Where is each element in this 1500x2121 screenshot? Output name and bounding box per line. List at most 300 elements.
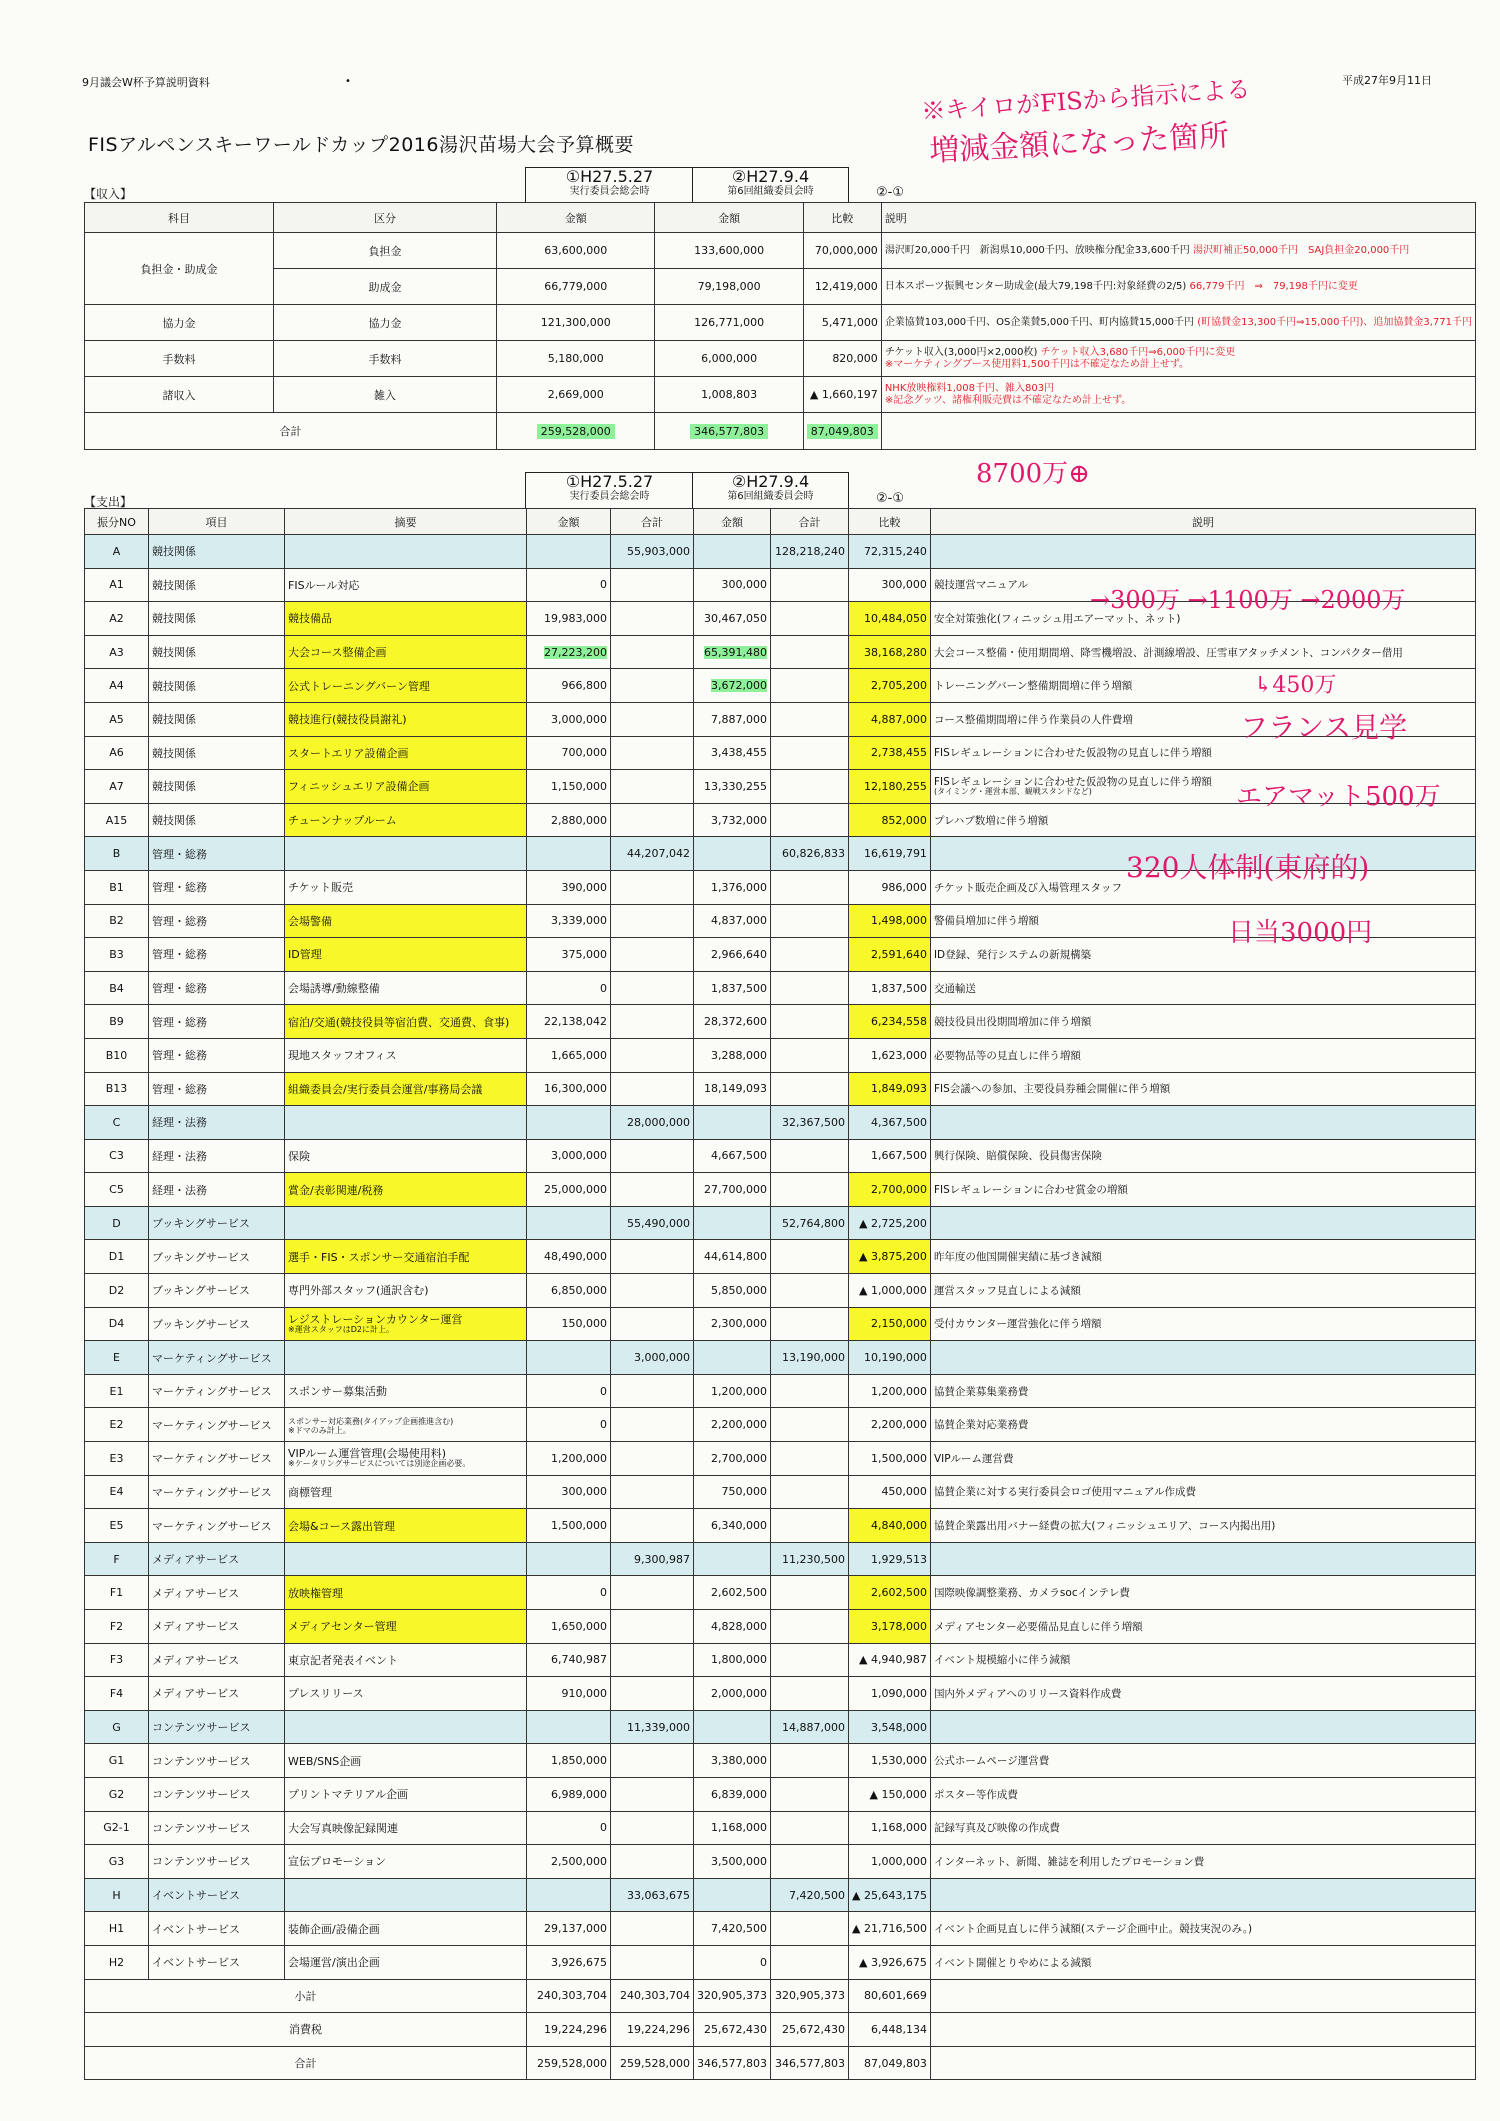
income-description: [881, 269, 1475, 305]
expense-explanation: [930, 1777, 1475, 1811]
expense-footer-s2: 320,905,373: [771, 1979, 849, 2013]
expense-no: A15: [85, 803, 149, 837]
expense-amount-2-value: 3,500,000: [711, 1854, 767, 1868]
expense-section-empty: [527, 535, 611, 569]
income-description-red: NHK放映権料1,008千円、雑入803円: [884, 383, 1055, 394]
expense-total-1-empty: [611, 1610, 694, 1644]
expense-summary: [285, 938, 527, 972]
income-total-value: 346,577,803: [690, 424, 768, 439]
expense-difference: ▲ 150,000: [849, 1777, 931, 1811]
expense-difference: 10,484,050: [849, 602, 931, 636]
expense-total-1-empty: [611, 1509, 694, 1543]
expense-amount-1-value: 48,490,000: [544, 1250, 607, 1264]
expense-row: [85, 1475, 1476, 1509]
expense-total-2-empty: [771, 1072, 849, 1106]
expense-total-2-empty: [771, 1442, 849, 1476]
income-amount-2: 6,000,000: [655, 341, 803, 377]
expense-summary-text: 競技進行(競技役員謝礼): [288, 713, 407, 727]
expense-difference: 4,887,000: [849, 702, 931, 736]
expense-summary: [285, 702, 527, 736]
expense-amount-2: [694, 736, 771, 770]
expense-section-empty: [930, 1206, 1475, 1240]
expense-total-1-empty: [611, 1442, 694, 1476]
expense-row: [85, 1744, 1476, 1778]
expense-explanation: [930, 1442, 1475, 1476]
expense-footer-a1: 240,303,704: [527, 1979, 611, 2013]
expense-summary: [285, 568, 527, 602]
income-description-red-2: ※記念グッツ、諸権利販売費は不確定なため計上せず。: [884, 394, 1132, 406]
expense-summary: [285, 1509, 527, 1543]
income-caption-1: [525, 167, 694, 203]
expense-total-1-empty: [611, 635, 694, 669]
expense-summary-text: スポンサー募集活動: [288, 1385, 387, 1399]
expense-total-2-empty: [771, 938, 849, 972]
expense-footer-s1: 259,528,000: [611, 2046, 694, 2080]
expense-section-empty: [527, 1878, 611, 1912]
expense-footer-s2: 25,672,430: [771, 2013, 849, 2047]
income-total-label: 合計: [85, 413, 497, 450]
expense-summary-text: スポンサー対応業務(タイアップ企画推進含む): [288, 1416, 454, 1426]
expense-amount-2: [694, 1374, 771, 1408]
expense-section-empty: [527, 1106, 611, 1140]
expense-total-1-empty: [611, 1777, 694, 1811]
expense-amount-2: [694, 803, 771, 837]
expense-no: A7: [85, 770, 149, 804]
expense-summary: [285, 1442, 527, 1476]
expense-amount-1: [527, 1610, 611, 1644]
expense-row: [85, 1408, 1476, 1442]
expense-amount-1: [527, 1677, 611, 1711]
expense-item: コンテンツサービス: [149, 1777, 285, 1811]
income-label: 【収入】: [84, 187, 133, 201]
expense-explanation-text: FISレギュレーションに合わせた仮設物の見直しに伴う増額: [933, 775, 1212, 788]
expense-summary: [285, 1777, 527, 1811]
expense-amount-1: [527, 1005, 611, 1039]
expense-difference: 1,090,000: [849, 1677, 931, 1711]
expense-summary-note: ※運営スタッフはD2に計上。: [288, 1325, 394, 1334]
expense-amount-2-value: 1,168,000: [711, 1821, 767, 1835]
expense-explanation-text: ポスター等作成費: [933, 1788, 1018, 1801]
expense-amount-1: [527, 1442, 611, 1476]
expense-section-empty: [694, 1341, 771, 1375]
expense-difference: 4,840,000: [849, 1509, 931, 1543]
expense-summary: [285, 1072, 527, 1106]
income-description: [881, 233, 1475, 269]
expense-section-total-1: 44,207,042: [611, 837, 694, 871]
expense-difference: ▲ 1,000,000: [849, 1274, 931, 1308]
expense-total-1-empty: [611, 1274, 694, 1308]
expense-total-2-empty: [771, 736, 849, 770]
expense-summary: [285, 1038, 527, 1072]
expense-item: マーケティングサービス: [149, 1475, 285, 1509]
income-amount-2: 133,600,000: [655, 233, 803, 269]
a5-annotation: フランス見学: [1240, 711, 1408, 744]
expense-explanation-text: FIS会議への参加、主要役員券種会開催に伴う増額: [933, 1083, 1171, 1096]
expense-amount-1: [527, 1777, 611, 1811]
expense-amount-1: [527, 1845, 611, 1879]
income-subcategory: 協力金: [274, 305, 497, 341]
expense-summary: [285, 1912, 527, 1946]
expense-explanation: [930, 1475, 1475, 1509]
expense-section-empty: [930, 1106, 1475, 1140]
expense-section-total-2: 7,420,500: [771, 1878, 849, 1912]
expense-total-1-empty: [611, 1173, 694, 1207]
expense-no: G2: [85, 1777, 149, 1811]
expense-difference: 2,150,000: [849, 1307, 931, 1341]
expense-row: [85, 1374, 1476, 1408]
expense-explanation: [930, 1912, 1475, 1946]
expense-total-1-empty: [611, 669, 694, 703]
expense-no: A: [85, 535, 149, 569]
expense-explanation: [930, 1576, 1475, 1610]
expense-amount-1-value: 1,650,000: [551, 1619, 607, 1633]
expense-amount-2-value: 5,850,000: [711, 1283, 767, 1297]
expense-item: 経理・法務: [149, 1173, 285, 1207]
expense-header-cell: 金額: [527, 509, 611, 535]
expense-summary: [285, 971, 527, 1005]
expense-section-total-2: 14,887,000: [771, 1710, 849, 1744]
expense-summary-text: 会場警備: [288, 914, 332, 928]
expense-section-difference: 10,190,000: [849, 1341, 931, 1375]
expense-difference: 1,168,000: [849, 1811, 931, 1845]
expense-header-cell: 項目: [149, 509, 285, 535]
expense-amount-2-value: 6,340,000: [711, 1519, 767, 1533]
expense-no: G2-1: [85, 1811, 149, 1845]
expense-section-empty: [285, 1710, 527, 1744]
total-note: 8700万⊕: [976, 459, 1090, 489]
expense-summary-text: レジストレーションカウンター運営: [288, 1312, 463, 1326]
expense-amount-1: [527, 938, 611, 972]
expense-amount-2-value: 18,149,093: [704, 1082, 767, 1096]
expense-footer-diff: 87,049,803: [849, 2046, 931, 2080]
expense-item: 競技関係: [149, 770, 285, 804]
expense-explanation-text: 協賛企業露出用バナー経費の拡大(フィニッシュエリア、コース内掲出用): [933, 1520, 1276, 1533]
expense-difference: 300,000: [849, 568, 931, 602]
expense-explanation-text: 興行保険、賠償保険、役員傷害保険: [933, 1150, 1102, 1163]
expense-explanation-text: メディアセンター必要備品見直しに伴う増額: [933, 1620, 1143, 1633]
expense-section-empty: [285, 535, 527, 569]
expense-no: F: [85, 1542, 149, 1576]
expense-amount-2-value: 0: [760, 1955, 767, 1969]
expense-explanation: [930, 1005, 1475, 1039]
income-amount-1: 2,669,000: [497, 377, 655, 413]
expense-summary-text: プリントマテリアル企画: [288, 1788, 409, 1802]
expense-compare-label: ②-①: [876, 491, 904, 506]
expense-amount-1: [527, 971, 611, 1005]
income-description-red-2: ※マーケティングブース使用料1,500千円は不確定なため計上せず。: [884, 358, 1190, 370]
expense-amount-1-value: 2,500,000: [551, 1854, 607, 1868]
expense-amount-1-value: 0: [600, 1586, 607, 1600]
expense-amount-2-value: 750,000: [721, 1485, 767, 1499]
expense-amount-1-value: 1,850,000: [551, 1754, 607, 1768]
expense-difference: 1,498,000: [849, 904, 931, 938]
expense-amount-2: [694, 1442, 771, 1476]
income-caption-1-sub: 実行委員会総会時: [569, 185, 650, 197]
expense-footer-row: [85, 1979, 1476, 2013]
expense-no: F3: [85, 1643, 149, 1677]
income-description-red: (町協賛金13,300千円⇒15,000千円)、追加協賛金3,771千円: [1197, 316, 1472, 328]
expense-amount-2: [694, 1072, 771, 1106]
expense-total-2-empty: [771, 1374, 849, 1408]
expense-section-total-2: 128,218,240: [771, 535, 849, 569]
income-description: [881, 377, 1475, 413]
expense-section-empty: [930, 535, 1475, 569]
income-amount-1: 121,300,000: [497, 305, 655, 341]
expense-amount-1: [527, 1240, 611, 1274]
b-annotation: 320人体制(東府的): [1126, 851, 1370, 884]
a7-annotation: エアマット500万: [1236, 782, 1441, 812]
expense-amount-2: [694, 1038, 771, 1072]
expense-summary-text: 東京記者発表イベント: [288, 1653, 398, 1667]
expense-explanation: [930, 1610, 1475, 1644]
income-row: [85, 341, 1476, 377]
expense-difference: 2,591,640: [849, 938, 931, 972]
expense-row: [85, 1643, 1476, 1677]
expense-difference: 1,200,000: [849, 1374, 931, 1408]
expense-summary-text: WEB/SNS企画: [288, 1754, 362, 1768]
expense-no: H1: [85, 1912, 149, 1946]
b2-annotation: 日当3000円: [1228, 918, 1373, 948]
expense-summary-note: ※ケータリングサービスについては別途企画必要。: [288, 1459, 471, 1469]
expense-amount-2: [694, 1576, 771, 1610]
expense-no: D: [85, 1206, 149, 1240]
income-difference: 5,471,000: [803, 305, 881, 341]
expense-amount-1-value: 0: [600, 1418, 607, 1432]
expense-summary: [285, 1475, 527, 1509]
expense-summary-text: VIPルーム運営管理(会場使用料): [288, 1447, 446, 1461]
expense-explanation: [930, 1408, 1475, 1442]
expense-amount-1-value: 150,000: [561, 1317, 607, 1331]
expense-no: C: [85, 1106, 149, 1140]
expense-amount-2-value: 2,300,000: [711, 1317, 767, 1331]
expense-section-total-2: 52,764,800: [771, 1206, 849, 1240]
expense-caption-1: [525, 472, 694, 509]
income-subcategory: 雑入: [274, 377, 497, 413]
expense-explanation-text: トレーニングバーン整備期間増に伴う増額: [933, 680, 1133, 693]
expense-explanation: [930, 1509, 1475, 1543]
expense-item: コンテンツサービス: [149, 1744, 285, 1778]
expense-summary: [285, 1677, 527, 1711]
expense-section-empty: [285, 837, 527, 871]
expense-difference: 2,200,000: [849, 1408, 931, 1442]
expense-summary-note: ※ドマのみ計上。: [288, 1425, 351, 1435]
expense-explanation-text: FISレギュレーションに合わせ賞金の増額: [933, 1184, 1128, 1197]
expense-summary: [285, 1744, 527, 1778]
expense-no: E3: [85, 1442, 149, 1476]
income-description-text: 企業協賛103,000千円、OS企業賛5,000千円、町内協賛15,000千円: [884, 316, 1195, 328]
expense-total-1-empty: [611, 1072, 694, 1106]
expense-item: 管理・総務: [149, 1038, 285, 1072]
expense-amount-2-value: 3,672,000: [711, 679, 767, 693]
expense-total-2-empty: [771, 1643, 849, 1677]
expense-summary: [285, 904, 527, 938]
expense-explanation-text: 交通輸送: [933, 982, 976, 995]
expense-summary-text: 装飾企画/設備企画: [288, 1922, 380, 1936]
expense-amount-1: [527, 1072, 611, 1106]
expense-difference: 1,667,500: [849, 1139, 931, 1173]
expense-section-difference: 72,315,240: [849, 535, 931, 569]
expense-item: メディアサービス: [149, 1677, 285, 1711]
expense-amount-2-value: 2,700,000: [711, 1451, 767, 1465]
expense-item: コンテンツサービス: [149, 1710, 285, 1744]
expense-label: 【支出】: [84, 495, 133, 509]
expense-item: イベントサービス: [149, 1912, 285, 1946]
expense-footer-label: 合計: [85, 2046, 527, 2080]
expense-item: マーケティングサービス: [149, 1509, 285, 1543]
expense-total-2-empty: [771, 1038, 849, 1072]
expense-total-1-empty: [611, 736, 694, 770]
expense-amount-1-value: 1,500,000: [551, 1519, 607, 1533]
expense-row: [85, 1777, 1476, 1811]
expense-summary-text: FISルール対応: [288, 578, 360, 592]
expense-amount-2: [694, 1408, 771, 1442]
expense-explanation: [930, 1274, 1475, 1308]
expense-amount-1: [527, 1038, 611, 1072]
expense-item: コンテンツサービス: [149, 1845, 285, 1879]
income-description: [881, 305, 1475, 341]
expense-no: D4: [85, 1307, 149, 1341]
income-description-text: 日本スポーツ振興センター助成金(最大79,198千円:対象経費の2/5): [884, 280, 1187, 292]
expense-summary-text: 競技備品: [288, 612, 332, 626]
expense-amount-1-value: 1,150,000: [551, 779, 607, 793]
expense-total-1-empty: [611, 1408, 694, 1442]
expense-total-1-empty: [611, 1845, 694, 1879]
expense-no: A2: [85, 602, 149, 636]
expense-total-2-empty: [771, 1845, 849, 1879]
a3-annotation: ↳450万: [1254, 673, 1337, 698]
expense-amount-1-value: 25,000,000: [544, 1183, 607, 1197]
income-difference: 70,000,000: [803, 233, 881, 269]
expense-caption-1-sub: 実行委員会総会時: [569, 490, 650, 502]
expense-total-1-empty: [611, 1240, 694, 1274]
expense-amount-1: [527, 1945, 611, 1979]
expense-summary: [285, 1845, 527, 1879]
expense-amount-1: [527, 870, 611, 904]
expense-section-empty: [930, 1710, 1475, 1744]
expense-item: 競技関係: [149, 568, 285, 602]
expense-amount-2-value: 7,420,500: [711, 1922, 767, 1936]
expense-row: [85, 1173, 1476, 1207]
income-row: [85, 233, 1476, 269]
expense-amount-1-value: 27,223,200: [544, 645, 607, 659]
income-category: 手数料: [85, 341, 274, 377]
expense-explanation-text: イベント企画見直しに伴う減額(ステージ企画中止。競技実況のみ。): [933, 1923, 1253, 1936]
expense-section-row: [85, 1341, 1476, 1375]
expense-amount-2: [694, 669, 771, 703]
expense-footer-row: [85, 2013, 1476, 2047]
expense-section-total-2: 60,826,833: [771, 837, 849, 871]
expense-amount-2-value: 27,700,000: [704, 1183, 767, 1197]
expense-total-2-empty: [771, 1307, 849, 1341]
expense-explanation: [930, 1307, 1475, 1341]
expense-summary: [285, 1139, 527, 1173]
expense-section-total-1: 9,300,987: [611, 1542, 694, 1576]
expense-amount-2: [694, 1307, 771, 1341]
expense-no: B13: [85, 1072, 149, 1106]
income-amount-1: 63,600,000: [497, 233, 655, 269]
expense-total-2-empty: [771, 770, 849, 804]
expense-amount-2-value: 1,800,000: [711, 1653, 767, 1667]
expense-amount-2: [694, 1139, 771, 1173]
expense-item: 競技関係: [149, 602, 285, 636]
expense-no: B: [85, 837, 149, 871]
expense-difference: 6,234,558: [849, 1005, 931, 1039]
expense-amount-1-value: 300,000: [561, 1485, 607, 1499]
expense-row: [85, 1442, 1476, 1476]
income-total-row: [85, 413, 1476, 450]
expense-total-1-empty: [611, 971, 694, 1005]
expense-section-empty: [527, 837, 611, 871]
expense-amount-2-value: 2,000,000: [711, 1686, 767, 1700]
expense-explanation: [930, 1677, 1475, 1711]
expense-difference: 3,178,000: [849, 1610, 931, 1644]
income-header-cell: 金額: [655, 203, 803, 233]
expense-item: ブッキングサービス: [149, 1206, 285, 1240]
expense-no: E5: [85, 1509, 149, 1543]
expense-section-difference: 1,929,513: [849, 1542, 931, 1576]
expense-section-empty: [930, 1542, 1475, 1576]
expense-footer-s1: 19,224,296: [611, 2013, 694, 2047]
expense-summary: [285, 1643, 527, 1677]
expense-section-difference: 4,367,500: [849, 1106, 931, 1140]
expense-footer-diff: 6,448,134: [849, 2013, 931, 2047]
expense-amount-2: [694, 1274, 771, 1308]
income-total-diff: [803, 413, 881, 450]
expense-total-2-empty: [771, 702, 849, 736]
expense-row: [85, 1845, 1476, 1879]
expense-total-1-empty: [611, 1945, 694, 1979]
expense-total-2-empty: [771, 568, 849, 602]
expense-amount-2-value: 65,391,480: [704, 645, 767, 659]
income-caption-2-sub: 第6回組織委員会時: [727, 185, 814, 197]
expense-item: ブッキングサービス: [149, 1307, 285, 1341]
expense-item: ブッキングサービス: [149, 1274, 285, 1308]
expense-summary: [285, 870, 527, 904]
income-description-red: 66,779千円 ⇒ 79,198千円に変更: [1189, 280, 1358, 292]
expense-no: A4: [85, 669, 149, 703]
income-header-cell: 比較: [803, 203, 881, 233]
expense-amount-1: [527, 904, 611, 938]
expense-total-1-empty: [611, 1677, 694, 1711]
expense-explanation: [930, 1240, 1475, 1274]
expense-header-row: [85, 509, 1476, 535]
expense-row: [85, 1945, 1476, 1979]
expense-section-difference: 16,619,791: [849, 837, 931, 871]
expense-header-cell: 合計: [771, 509, 849, 535]
expense-amount-2: [694, 702, 771, 736]
expense-difference: 1,623,000: [849, 1038, 931, 1072]
expense-explanation: [930, 904, 1475, 938]
expense-explanation: [930, 971, 1475, 1005]
expense-footer-a2: 346,577,803: [694, 2046, 771, 2080]
expense-amount-2: [694, 1777, 771, 1811]
expense-row: [85, 971, 1476, 1005]
expense-amount-1-value: 3,000,000: [551, 1149, 607, 1163]
expense-no: H2: [85, 1945, 149, 1979]
expense-row: [85, 1677, 1476, 1711]
expense-amount-2-value: 1,200,000: [711, 1384, 767, 1398]
expense-summary: [285, 1307, 527, 1341]
expense-summary: [285, 1005, 527, 1039]
expense-summary: [285, 1811, 527, 1845]
income-category: 負担金・助成金: [85, 233, 274, 305]
expense-section-empty: [527, 1341, 611, 1375]
expense-section-empty: [285, 1106, 527, 1140]
expense-item: コンテンツサービス: [149, 1811, 285, 1845]
expense-amount-2: [694, 1945, 771, 1979]
expense-no: B3: [85, 938, 149, 972]
expense-item: 管理・総務: [149, 1005, 285, 1039]
